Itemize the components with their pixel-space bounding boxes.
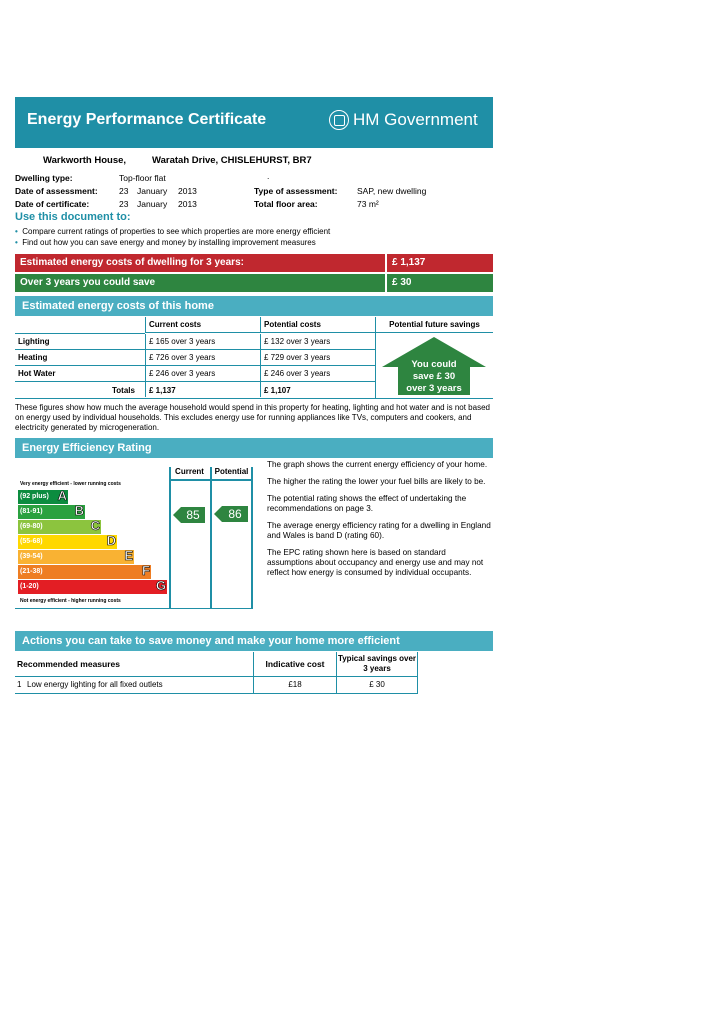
- savings-house-icon: [382, 337, 486, 395]
- current-rating-value: 85: [186, 508, 200, 522]
- potential-rating-arrow: [222, 506, 248, 522]
- rating-text-2: The higher the rating the lower your fuel bills are likely to be.: [267, 477, 486, 486]
- certificate-year: 2013: [178, 199, 197, 209]
- rating-text-4: The average energy efficiency rating for a dwelling in England and Wales is band D (rating 60).: [267, 521, 491, 540]
- floor-area-label: Total floor area:: [254, 199, 318, 209]
- floor-area-value: 73 m²: [357, 199, 379, 209]
- row-name: Heating: [18, 353, 48, 362]
- certificate-month: January: [137, 199, 168, 209]
- rating-divider-2: [210, 467, 212, 609]
- band-f: [18, 565, 151, 579]
- row-potential: £ 246 over 3 years: [260, 366, 375, 381]
- address-line1: Warkworth House,: [43, 155, 127, 166]
- band-g: [18, 580, 167, 594]
- total-current: £ 1,137: [145, 382, 260, 397]
- row-current: £ 165 over 3 years: [145, 334, 260, 349]
- hm-government-logo: [329, 110, 478, 130]
- rating-text-5: The EPC rating shown here is based on standard assumptions about occupancy and energy use and may not reflect how energy is consumed by individual occupants.: [267, 548, 484, 577]
- certificate-day: 23: [119, 199, 129, 209]
- rating-heading: Energy Efficiency Rating: [15, 438, 493, 458]
- rating-bottom-note: Not energy efficient - higher running costs: [20, 598, 121, 604]
- band-a: [18, 490, 68, 504]
- use-bullet-2-text: Find out how you can save energy and money by installing improvement measures: [22, 238, 316, 247]
- table-row: [15, 366, 375, 382]
- row-name: Lighting: [18, 337, 50, 346]
- rating-text-1: The graph shows the current energy efficiency of your home.: [267, 460, 488, 469]
- row-potential: £ 132 over 3 years: [260, 334, 375, 349]
- costs-note: These figures show how much the average household would spend in this property for heating, lighting and hot water and is not based on energy used by individual households. This excludes energy use for running appliances like TVs, computers and cookers, and electricity generated by microgeneration.: [15, 403, 490, 432]
- band-b-range: (81-91): [20, 508, 43, 515]
- savings-line-2: save £ 30: [412, 371, 456, 382]
- rating-chart: [15, 467, 255, 610]
- rating-col-current: Current: [175, 467, 204, 476]
- band-c-range: (69-80): [20, 523, 43, 530]
- cost-summary-label: Estimated energy costs of dwelling for 3 years:: [15, 254, 385, 272]
- col-savings: Typical savings over 3 years: [336, 652, 418, 677]
- actions-table: [15, 652, 418, 695]
- band-a-range: (92 plus): [20, 493, 49, 500]
- savings-house-text: [382, 359, 486, 395]
- assessment-month: January: [137, 186, 168, 196]
- dwelling-type-label: Dwelling type:: [15, 173, 73, 183]
- table-row: [15, 350, 375, 366]
- potential-rating-value: 86: [228, 507, 242, 521]
- current-rating-arrow: [181, 507, 205, 523]
- save-summary-value: £ 30: [387, 274, 493, 292]
- band-f-letter: F: [142, 563, 150, 578]
- band-g-range: (1-20): [20, 583, 39, 590]
- table-row: [15, 334, 375, 350]
- rating-explanation: [267, 460, 493, 578]
- gov-label: HM Government: [353, 110, 478, 129]
- savings-divider: [375, 333, 376, 399]
- use-bullet-1-text: Compare current ratings of properties to see which properties are more energy efficient: [22, 227, 331, 236]
- crest-icon: [329, 110, 349, 130]
- page-title: Energy Performance Certificate: [27, 111, 267, 128]
- rating-top-note: Very energy efficient - lower running costs: [20, 481, 121, 487]
- rating-header-rule: [169, 479, 253, 481]
- col-potential-costs: Potential costs: [260, 317, 375, 333]
- band-b-letter: B: [74, 503, 84, 518]
- row-name: Hot Water: [18, 369, 56, 378]
- use-bullet-2: • Find out how you can save energy and money by installing improvement measures: [15, 238, 316, 247]
- band-c: [18, 520, 101, 534]
- actions-heading: Actions you can take to save money and make your home more efficient: [15, 631, 493, 651]
- band-e-range: (39-54): [20, 553, 43, 560]
- band-e-letter: E: [124, 548, 133, 563]
- rating-text-3: The potential rating shows the effect of undertaking the recommendations on page 3.: [267, 494, 467, 513]
- certificate-date-label: Date of certificate:: [15, 199, 90, 209]
- measure-name: Low energy lighting for all fixed outlets: [27, 680, 163, 689]
- col-measure: Recommended measures: [15, 652, 253, 677]
- dwelling-type-value: Top-floor flat: [119, 173, 166, 183]
- assessment-type-value: SAP, new dwelling: [357, 186, 427, 196]
- band-g-letter: G: [155, 578, 166, 593]
- savings-line-1: You could: [411, 359, 457, 370]
- row-current: £ 246 over 3 years: [145, 366, 260, 381]
- rating-divider-1: [169, 467, 171, 609]
- band-a-letter: A: [57, 488, 67, 503]
- assessment-year: 2013: [178, 186, 197, 196]
- costs-table: [15, 317, 493, 399]
- measure-num: 1: [17, 680, 22, 689]
- assessment-date-label: Date of assessment:: [15, 186, 98, 196]
- total-potential: £ 1,107: [260, 382, 375, 397]
- measure-saving: £ 30: [336, 677, 418, 693]
- band-d: [18, 535, 117, 549]
- use-heading: Use this document to:: [15, 211, 131, 223]
- savings-line-3: over 3 years: [406, 383, 462, 394]
- col-current-costs: Current costs: [145, 317, 260, 333]
- measure-cost: £18: [253, 677, 336, 693]
- col-future-savings: Potential future savings: [375, 317, 493, 333]
- row-potential: £ 729 over 3 years: [260, 350, 375, 365]
- band-c-letter: C: [90, 518, 100, 533]
- table-row: [15, 677, 418, 694]
- band-d-range: (55-68): [20, 538, 43, 545]
- col-cost: Indicative cost: [253, 652, 336, 677]
- address-line2: Waratah Drive, CHISLEHURST, BR7: [152, 155, 312, 166]
- band-e: [18, 550, 134, 564]
- cost-summary-value: £ 1,137: [387, 254, 493, 272]
- assessment-type-label: Type of assessment:: [254, 186, 338, 196]
- band-b: [18, 505, 85, 519]
- rating-col-potential: Potential: [214, 467, 249, 476]
- band-d-letter: D: [106, 533, 116, 548]
- band-f-range: (21-38): [20, 568, 43, 575]
- totals-label: Totals: [112, 386, 135, 395]
- use-bullet-1: • Compare current ratings of properties to see which properties are more energy efficient: [15, 227, 331, 236]
- rating-divider-3: [251, 467, 253, 609]
- details-dot: .: [267, 171, 270, 181]
- save-summary-label: Over 3 years you could save: [15, 274, 385, 292]
- row-current: £ 726 over 3 years: [145, 350, 260, 365]
- costs-heading: Estimated energy costs of this home: [15, 296, 493, 316]
- certificate-header: [15, 97, 493, 148]
- assessment-day: 23: [119, 186, 129, 196]
